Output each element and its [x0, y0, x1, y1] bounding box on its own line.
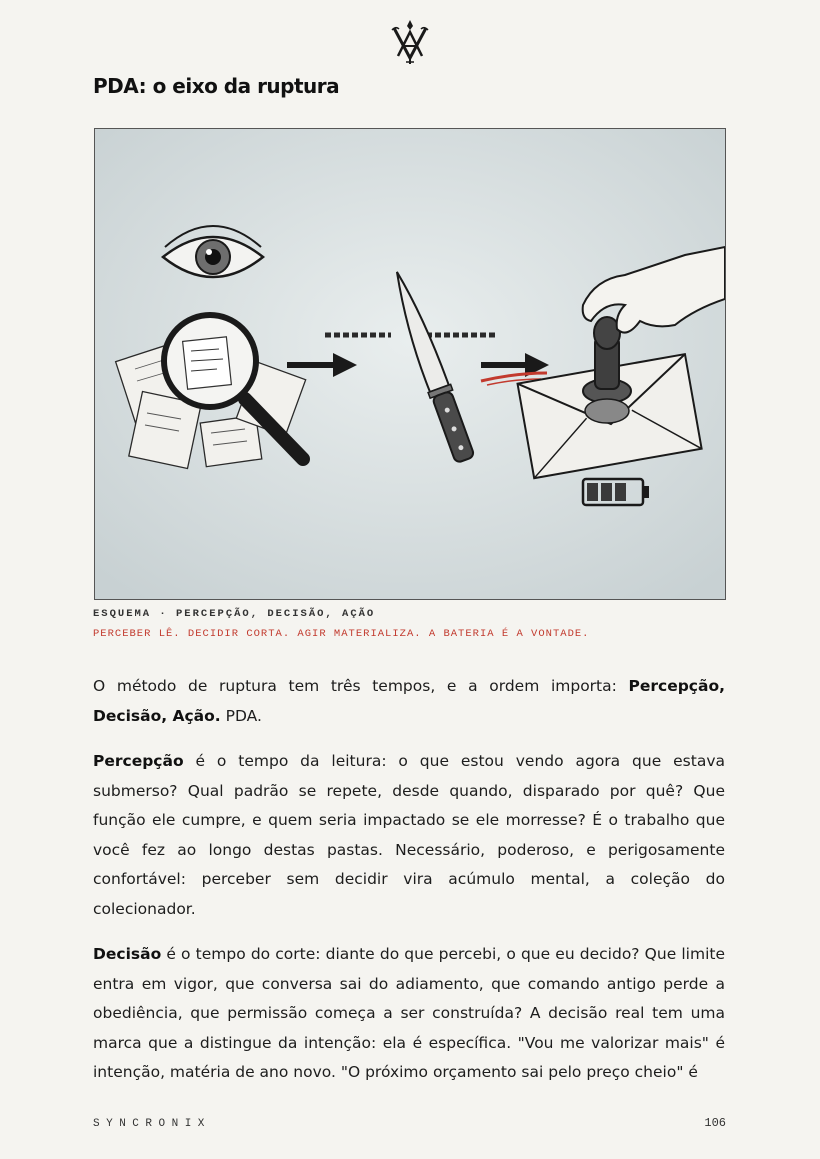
paragraph-percepcao: Percepção é o tempo da leitura: o que estou vendo agora que estava submerso? Qual padrão se repete, desde quando, disparado por quê? Que função ele cumpre, e quem seria impactado se ele morresse? É o trabalho que você fez ao longo destas pastas. Necessário, poderoso, e perigosamente confortável: perceber sem decidir vira acúmulo mental, a coleção do colecionador.	[93, 752, 725, 918]
figure-caption-label: ESQUEMA · PERCEPÇÃO, DECISÃO, AÇÃO	[93, 608, 376, 620]
ornamental-monogram-icon	[390, 18, 430, 66]
paragraph-intro: O método de ruptura tem três tempos, e a ordem importa: Percepção, Decisão, Ação. PDA.	[93, 677, 725, 725]
body-text	[93, 672, 725, 1104]
paragraph-decisao: Decisão é o tempo do corte: diante do que percebi, o que eu decido? Que limite entra em vigor, que conversa sai do adiamento, que comando antigo perde a obediência, que permissão começa a ser construída? A decisão real tem uma marca que a distingue da intenção: ela é específica. "Vou me valorizar mais" é intenção, matéria de ano novo. "O próximo orçamento sai pelo preço cheio" é	[93, 945, 725, 1081]
pda-illustration	[94, 128, 726, 600]
footer-brand: SYNCRONIX	[93, 1118, 211, 1130]
figure-caption-subtitle: PERCEBER LÊ. DECIDIR CORTA. AGIR MATERIALIZA. A BATERIA É A VONTADE.	[93, 628, 590, 640]
page-number: 106	[704, 1116, 726, 1130]
page-title: PDA: o eixo da ruptura	[93, 74, 340, 98]
